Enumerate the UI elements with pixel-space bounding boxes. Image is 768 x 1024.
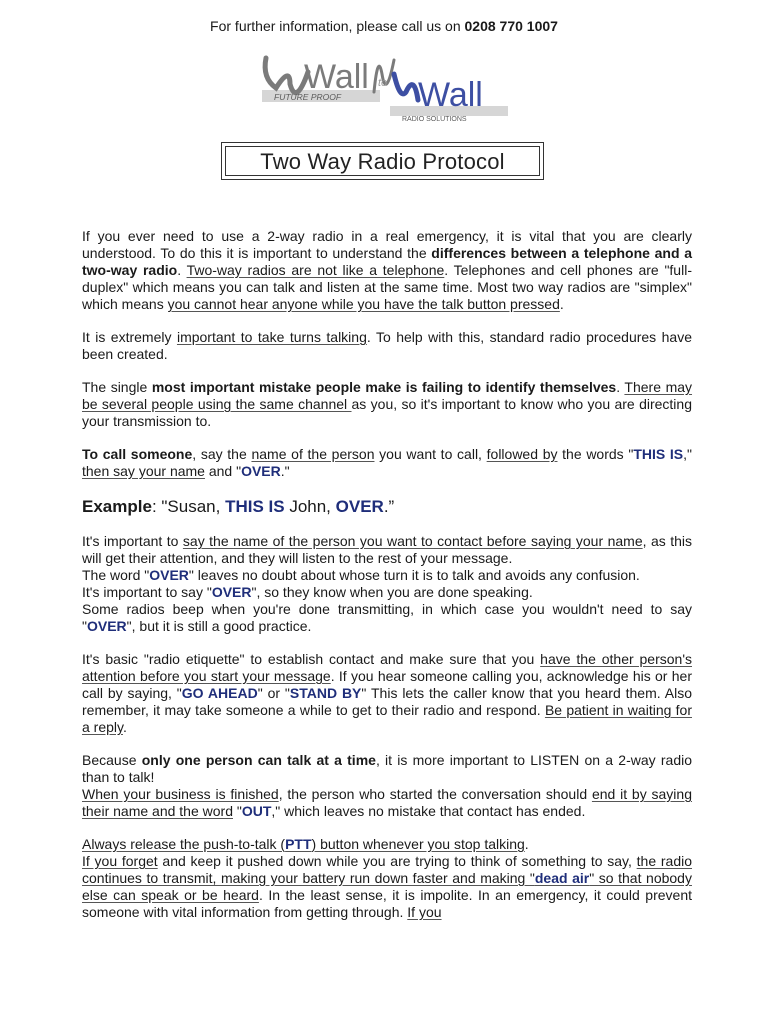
text-run: , as this will get their attention, and they will listen to the rest of your message. [82,533,693,566]
keyword-over: OVER [335,497,384,516]
text-run-underlined: then say your name [82,463,205,479]
page-title: Two Way Radio Protocol [225,146,540,176]
text-run: . [524,836,529,852]
paragraph-intro [82,228,692,313]
text-run-underlined: If you [407,904,442,920]
paragraph-radios-beep [82,601,692,635]
contact-info [0,17,768,35]
text-run: . If you hear someone calling you, acknowledge his or her call by saying, " [82,668,692,701]
text-run-underlined: you cannot hear anyone while you have the talk button pressed [167,296,560,312]
paragraph-turns [82,329,692,363]
text-run-underlined: name of the person [251,446,375,462]
keyword-this-is: THIS IS [633,446,684,462]
text-run-underlined: Two-way radios are not like a telephone [186,262,445,278]
text-run-bold: only one person can talk at a time [141,752,376,768]
text-run: " leaves no doubt about whose turn it is to talk and avoids any confusion. [188,567,640,583]
keyword-out: OUT [241,803,272,819]
keyword-over: OVER [149,567,189,583]
text-run: you want to call, [374,446,487,462]
paragraph-say-name [82,533,692,567]
text-run: If you ever need to use a 2-way radio in a real emergency, it is vital that you are clearly understood. To do this it is important to understand the [82,228,692,261]
text-run: . [122,719,127,735]
keyword-this-is: THIS IS [225,497,285,516]
text-run-underlined: end it by saying their name and the word [82,786,692,819]
text-run-underlined: Always release the push-to-talk ( [82,836,286,852]
keyword-over: OVER [241,463,281,479]
text-run: . [559,296,564,312]
text-run: Some radios beep when you're done transmitting, in which case you wouldn't need to say " [82,601,692,634]
text-run-bold: differences between a telephone and a two-way radio [82,245,692,278]
text-run-bold: most important mistake people make is failing to identify themselves [151,379,617,395]
paragraph-one-person [82,752,692,786]
keyword-go-ahead: GO AHEAD [181,685,258,701]
example-line [82,496,692,517]
text-run: The word " [82,567,150,583]
company-logo [254,44,514,126]
logo-tagline-left: FUTURE PROOF [274,92,342,102]
text-run: : "Susan, [151,497,226,516]
text-run: . In the least sense, it is impolite. In an emergency, it could prevent someone with vital information from getting through. [82,887,692,920]
text-run: " This lets the caller know that you heard them. Also remember, it may take someone a while to get to their radio and respond. [82,685,692,718]
text-run: as you, so it's important to know who you are directing your transmission to. [82,396,692,429]
text-run: .” [383,497,395,516]
text-run: It is extremely [82,329,177,345]
logo-swoosh [265,58,308,93]
text-run: " [232,803,242,819]
text-run: Because [82,752,142,768]
text-run: ", so they know when you are done speaking. [251,584,533,600]
text-run: , the person who started the conversation should [278,786,592,802]
text-run-underlined: Be patient in waiting for a reply [82,702,692,735]
text-run-bold: To call someone [82,446,193,462]
text-run-underlined: have the other person's attention before you start your message [82,651,692,684]
text-run: , it is more important to LISTEN on a 2-way radio than to talk! [82,752,692,785]
text-run-underlined: " so that nobody else can speak or be heard [82,870,692,903]
text-run-underlined: ) button whenever you stop talking [311,836,525,852]
text-run: ," which leaves no mistake that contact has ended. [271,803,586,819]
text-run: John, [284,497,336,516]
logo-graphic [254,44,514,126]
logo-tagline-right: RADIO SOLUTIONS [402,116,467,123]
phone-number[interactable]: 0208 770 1007 [464,18,558,34]
text-run: the words " [557,446,634,462]
paragraph-etiquette [82,651,692,736]
text-run-underlined: If you forget [82,853,158,869]
paragraph-call-someone [82,446,692,480]
text-run: It's basic "radio etiquette" to establish contact and make sure that you [82,651,541,667]
contact-text: For further information, please call us on [210,18,465,34]
logo-swoosh [394,74,418,100]
text-run: , say the [192,446,252,462]
logo-word-to: to [378,77,388,89]
text-run-underlined: important to take turns talking [176,329,367,345]
keyword-dead-air: dead air [534,870,590,886]
text-run-underlined: say the name of the person you want to contact before saying your name [182,533,643,549]
document-body [82,228,692,921]
text-run: . [616,379,625,395]
text-run-underlined: followed by [486,446,558,462]
text-run: . Telephones and cell phones are "full-duplex" which means you can talk and listen at the same time. Most two way radios are "simplex" which means [82,262,692,312]
text-run: ." [280,463,290,479]
keyword-stand-by: STAND BY [289,685,362,701]
text-run: and " [204,463,242,479]
text-run-underlined: When your business is finished [82,786,279,802]
text-run: ", but it is still a good practice. [126,618,312,634]
paragraph-identify [82,379,692,430]
paragraph-say-over [82,584,692,601]
text-run: It's important to [82,533,183,549]
paragraph-if-you-forget [82,853,692,921]
paragraph-over-word [82,567,692,584]
text-run: It's important to say " [82,584,212,600]
text-run: " or " [257,685,290,701]
text-run: ," [683,446,692,462]
keyword-over: OVER [86,618,127,634]
example-label: Example [82,497,152,516]
keyword-ptt: PTT [285,836,312,852]
logo-word-left: Wall [304,58,369,96]
text-run-underlined: the radio continues to transmit, making your battery run down faster and making " [82,853,693,886]
text-run: . To help with this, standard radio procedures have been created. [82,329,693,362]
logo-word-right: Wall [418,76,483,114]
text-run-underlined: There may be several people using the same channel [82,379,693,412]
keyword-over: OVER [211,584,252,600]
text-run: and keep it pushed down while you are trying to think of something to say, [157,853,637,869]
title-box [221,142,544,180]
paragraph-ptt [82,836,692,853]
text-run: . [177,262,187,278]
text-run: The single [82,379,152,395]
paragraph-end-contact [82,786,692,820]
